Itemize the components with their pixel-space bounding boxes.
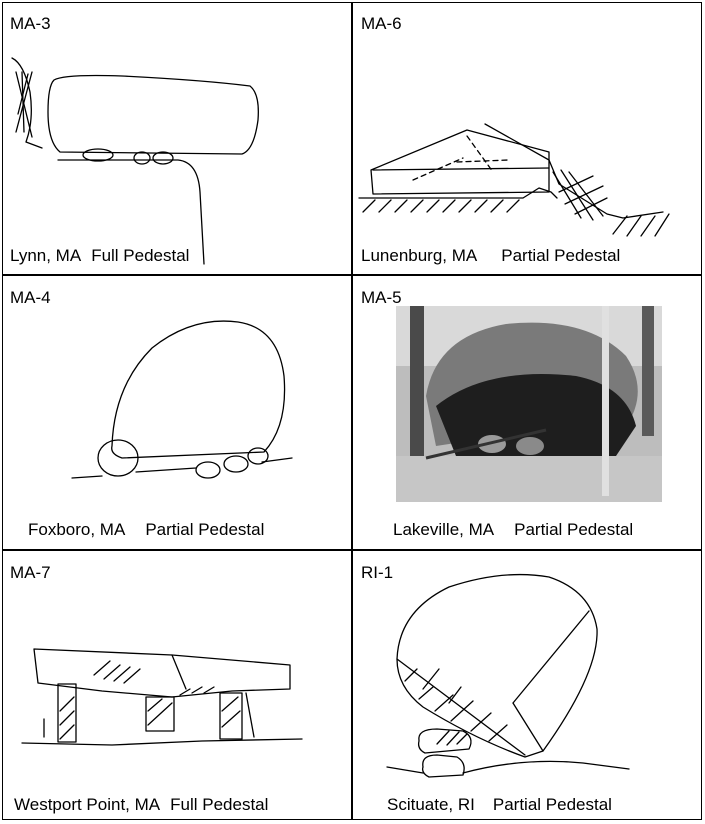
pedestal-type-label: Full Pedestal [170, 795, 269, 814]
lynn-boulder-sketch [2, 2, 351, 274]
panel-ri-1 [353, 551, 702, 823]
location-label: Westport Point, MA [14, 795, 161, 814]
panel-code: MA-4 [10, 288, 51, 307]
location-label: Scituate, RI [387, 795, 475, 814]
panel-code: MA-6 [361, 14, 402, 33]
panel-code: MA-5 [361, 288, 402, 307]
panel-caption [14, 795, 268, 815]
pedestal-type-label: Partial Pedestal [492, 795, 612, 814]
panel-code: RI-1 [361, 563, 394, 582]
scituate-boulder-sketch [353, 551, 702, 820]
lunenburg-boulder-sketch [353, 2, 702, 274]
panel-ma-7 [2, 551, 351, 823]
panel-caption [361, 246, 620, 266]
panel-caption [393, 520, 633, 540]
pedestal-type-label: Partial Pedestal [514, 520, 634, 539]
panel-ma-3 [2, 2, 351, 274]
foxboro-boulder-sketch [2, 276, 351, 548]
panel-ma-6 [353, 2, 702, 274]
panel-ma-4 [2, 276, 351, 548]
lakeville-boulder-photo [396, 306, 662, 502]
panel-caption [387, 795, 612, 815]
westport-boulder-sketch [2, 551, 351, 820]
location-label: Lunenburg, MA [361, 246, 478, 265]
panel-caption [10, 246, 189, 266]
panel-code: MA-7 [10, 563, 51, 582]
panel-ma-5 [353, 276, 702, 548]
location-label: Foxboro, MA [28, 520, 126, 539]
panel-code: MA-3 [10, 14, 51, 33]
location-label: Lynn, MA [10, 246, 82, 265]
panel-caption [28, 520, 264, 540]
pedestal-type-label: Partial Pedestal [145, 520, 265, 539]
pedestal-type-label: Full Pedestal [91, 246, 190, 265]
location-label: Lakeville, MA [393, 520, 495, 539]
pedestal-type-label: Partial Pedestal [501, 246, 621, 265]
